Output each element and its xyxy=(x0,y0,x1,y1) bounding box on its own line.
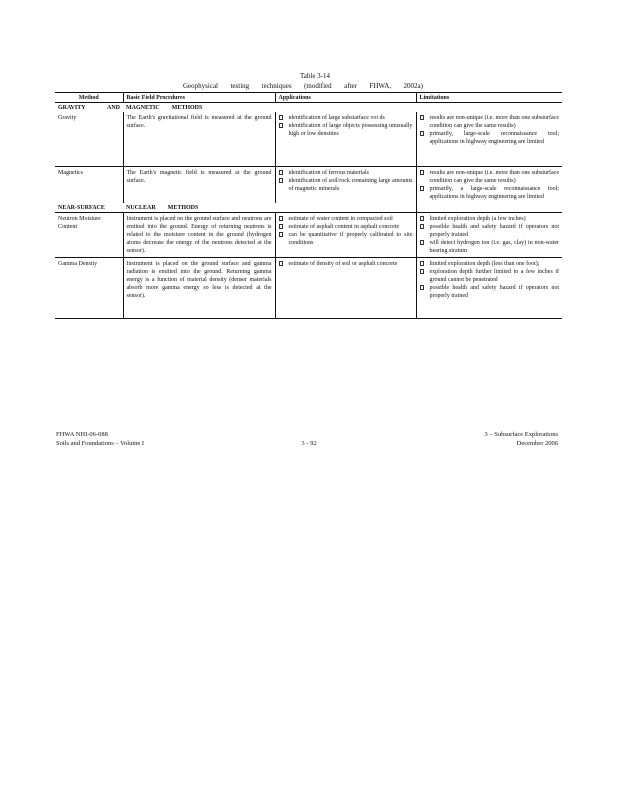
geophysical-techniques-table xyxy=(55,92,562,319)
method-cell: Magnetics xyxy=(58,170,83,176)
table-title-word: (modified xyxy=(304,82,332,90)
list-item: can be quantitative if properly calibrated to site conditions xyxy=(279,231,413,247)
table-title-word: FHWA, xyxy=(369,82,392,90)
applications-cell xyxy=(275,112,416,167)
procedure-cell: The Earth's magnetic field is measured at the ground surface. xyxy=(123,167,275,204)
list-item: primarily, large-scale reconnaissance tool; applications in highway engineering are limited xyxy=(420,130,560,146)
section-heading-gravity-magnetic xyxy=(55,103,562,113)
procedure-cell: Instrument is placed on the ground surface and gamma radiation is emitted into the ground. Returning gamma energy is a function of material density (denser materials absorb more gamma energy so less is detected at the sensor). xyxy=(123,258,275,319)
table-title-word: 2002a) xyxy=(403,82,423,90)
list-item: results are non-unique (i.e. more than one substurface condition can give the same results) xyxy=(420,114,560,130)
list-item: possible health and safety hazard if operators not properly trained xyxy=(420,284,560,300)
footer-date: December 2006 xyxy=(516,440,558,447)
page-number: 3 - 92 xyxy=(301,440,317,447)
applications-cell xyxy=(275,258,416,319)
list-item: exploration depth further limited to a few inches if ground cannot be penetrated xyxy=(420,268,560,284)
table-header-row xyxy=(55,93,562,103)
section-heading-part: GRAVITY AND xyxy=(58,105,120,111)
header-applications: Applications xyxy=(275,93,416,103)
list-item: limited exploration depth (less than one foot); xyxy=(420,260,560,268)
list-item: identification of ferrous materials xyxy=(279,169,413,177)
limitations-cell xyxy=(416,258,562,319)
list-item: identification of large substarface voi ds xyxy=(279,114,413,122)
footer-doc-number: FHWA NHI-06-088 xyxy=(56,431,108,438)
list-item: identification of large objects possessing unusually high or low densities xyxy=(279,122,413,138)
applications-cell xyxy=(275,167,416,204)
section-heading-nuclear xyxy=(55,203,562,213)
footer-right xyxy=(485,430,558,448)
list-item: results are non-unique (i.e. more than one substurface condition can give the same results) xyxy=(420,169,560,185)
header-limitations: Limitations xyxy=(416,93,562,103)
footer-doc-title: Soils and Foundations – Volume I xyxy=(56,440,145,447)
list-item: limited exploration depth (a few inches) xyxy=(420,215,560,223)
list-item: primarily, a large-scale reconnaissance tool; applications in highway engineering are limited xyxy=(420,185,560,201)
footer-chapter: 3 – Subsurface Explorations xyxy=(484,431,558,438)
list-item: estimate of asphalt content in asphalt concrete xyxy=(279,223,413,231)
procedure-cell: The Earth's gravitational field is measured at the ground surface. xyxy=(123,112,275,167)
header-method: Method xyxy=(55,93,123,103)
table-title-word: Geophysical xyxy=(183,82,218,90)
table-title-word: testing xyxy=(230,82,250,90)
limitations-cell xyxy=(416,167,562,204)
table-title-word: after xyxy=(344,82,357,90)
method-cell: Neutron Moisture Content xyxy=(55,213,123,258)
table-row xyxy=(55,167,562,204)
table-number: Table 3-14 xyxy=(299,72,331,80)
method-cell: Gamma Density xyxy=(55,258,123,319)
header-procedures: Basic Field Procedures xyxy=(123,93,275,103)
list-item: estimate of density of soil or asphalt concrete xyxy=(279,260,413,268)
table-title-word: techniques xyxy=(261,82,292,90)
section-heading-part: NEAR-SURFACE xyxy=(55,203,123,213)
section-heading-part: NUCLEAR METHODS xyxy=(123,203,275,213)
table-row xyxy=(55,213,562,258)
section-heading-part: MAGNETIC METHODS xyxy=(126,105,203,111)
list-item: estimate of water content in compacted soil xyxy=(279,215,413,223)
procedure-cell: Instrument is placed on the ground surface and neutrons are emitted into the ground. Energy of returning neutrons is related to the moisture content in the ground (hydrogen atoms decrease the energy of the neutrons detected at the sensor). xyxy=(123,213,275,258)
table-title xyxy=(183,82,423,90)
method-cell: Gravity xyxy=(55,112,123,167)
table-row xyxy=(55,258,562,319)
applications-cell xyxy=(275,213,416,258)
table-row xyxy=(55,112,562,167)
limitations-cell xyxy=(416,213,562,258)
list-item: identification of soil/rock containing large amounts of magnetic minerals xyxy=(279,177,413,193)
list-item: possible health and safety hazard if operators not properly trained xyxy=(420,223,560,239)
limitations-cell xyxy=(416,112,562,167)
list-item: will detect hydrogen ion (i.e. gas, clay) in non-water bearing stratum xyxy=(420,239,560,255)
